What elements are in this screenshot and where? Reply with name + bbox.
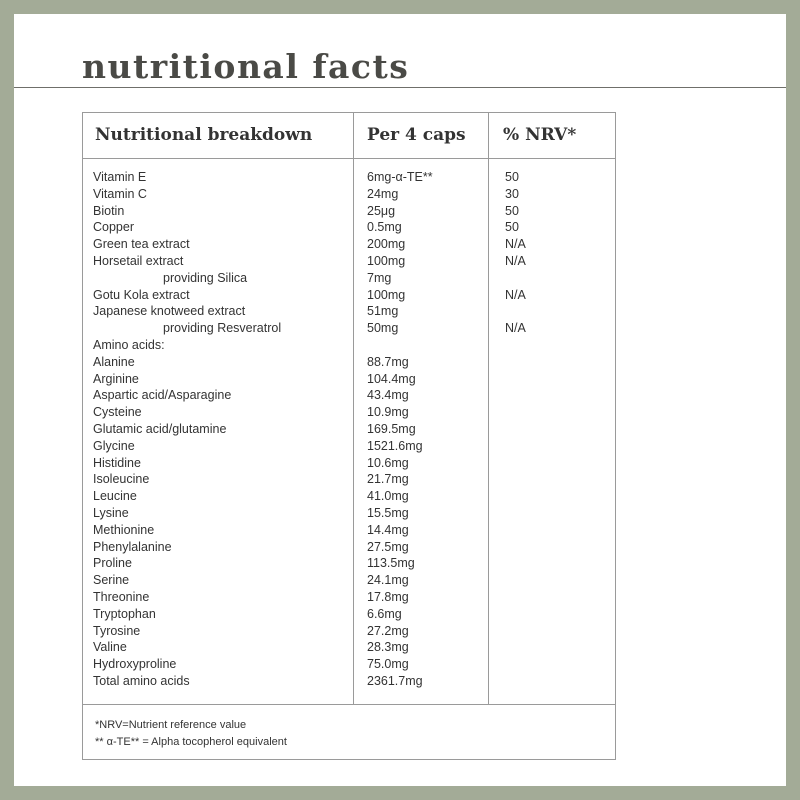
nutrient-nrv: N/A	[505, 321, 526, 336]
nutrient-name: Amino acids:	[93, 337, 165, 352]
nutrient-amount: 27.2mg	[367, 623, 409, 638]
nutrient-name: Methionine	[93, 522, 155, 537]
nutrient-nrv: N/A	[505, 253, 526, 268]
nutrient-name: Cysteine	[93, 405, 142, 420]
nutrient-amount: 169.5mg	[367, 421, 416, 436]
nutrient-name: Vitamin C	[93, 186, 147, 201]
nutrient-name: Threonine	[93, 589, 150, 604]
nutrient-amount: 15.5mg	[367, 505, 409, 520]
nutrient-name: providing Resveratrol	[163, 321, 282, 336]
nutrient-nrv: 50	[505, 220, 519, 235]
nutrient-amount: 41.0mg	[367, 489, 409, 504]
nutrient-amount: 10.9mg	[367, 405, 409, 420]
nutrient-name: providing Silica	[163, 270, 248, 285]
page-title: nutritional facts	[82, 47, 410, 86]
nutrient-amount: 100mg	[367, 253, 406, 268]
title-divider	[14, 87, 786, 88]
table-row	[83, 354, 615, 371]
table-row	[83, 203, 615, 220]
nutrient-name: Green tea extract	[93, 237, 190, 252]
table-row	[83, 539, 615, 556]
table-row	[83, 387, 615, 404]
nutrient-name: Horsetail extract	[93, 253, 184, 268]
nutrient-name: Proline	[93, 556, 132, 571]
footnote-nrv: *NRV=Nutrient reference value	[95, 719, 247, 731]
column-header-breakdown: Nutritional breakdown	[95, 125, 313, 145]
table-row	[83, 522, 615, 539]
nutrient-name: Aspartic acid/Asparagine	[93, 388, 232, 403]
content-panel	[14, 14, 786, 786]
nutrient-amount: 14.4mg	[367, 522, 409, 537]
column-header-nrv: % NRV*	[503, 125, 577, 145]
nutrient-amount: 200mg	[367, 237, 406, 252]
nutrient-name: Biotin	[93, 203, 125, 218]
nutrient-amount: 24mg	[367, 186, 399, 201]
nutrient-name: Vitamin E	[93, 170, 147, 184]
nutrient-amount: 2361.7mg	[367, 673, 423, 688]
table-row	[83, 186, 615, 203]
nutrient-name: Gotu Kola extract	[93, 287, 190, 302]
table-row	[83, 404, 615, 421]
nutrient-amount: 75.0mg	[367, 657, 409, 672]
nutrient-name: Isoleucine	[93, 472, 150, 487]
nutrient-name: Japanese knotweed extract	[93, 304, 246, 319]
table-row	[83, 270, 615, 287]
nutrient-name: Arginine	[93, 371, 139, 386]
table-row	[83, 438, 615, 455]
nutrient-amount: 43.4mg	[367, 388, 409, 403]
nutrient-name: Tryptophan	[93, 606, 156, 621]
table-row	[83, 287, 615, 304]
table-row	[83, 320, 615, 337]
table-row	[83, 623, 615, 640]
nutrient-amount: 25μg	[367, 203, 396, 218]
column-header-per-4-caps: Per 4 caps	[367, 125, 466, 145]
nutrient-name: Total amino acids	[93, 673, 190, 688]
nutrient-nrv: N/A	[505, 287, 526, 302]
footnotes	[95, 717, 287, 750]
nutrient-nrv: 50	[505, 170, 519, 184]
nutrient-amount: 24.1mg	[367, 573, 409, 588]
table-row	[83, 236, 615, 253]
nutrient-name: Glycine	[93, 438, 135, 453]
table-row	[83, 253, 615, 270]
table-row	[83, 505, 615, 522]
nutrient-amount: 104.4mg	[367, 371, 416, 386]
table-row	[83, 555, 615, 572]
nutrient-name: Glutamic acid/glutamine	[93, 421, 227, 436]
nutrient-amount: 88.7mg	[367, 354, 409, 369]
table-row	[83, 219, 615, 236]
nutrient-name: Tyrosine	[93, 623, 141, 638]
nutrient-amount: 0.5mg	[367, 220, 402, 235]
table-body	[83, 169, 615, 690]
nutrient-name: Alanine	[93, 354, 135, 369]
table-row	[83, 421, 615, 438]
nutrient-amount: 1521.6mg	[367, 438, 423, 453]
nutrient-name: Phenylalanine	[93, 539, 172, 554]
table-row	[83, 169, 615, 186]
table-row	[83, 673, 615, 690]
table-row	[83, 371, 615, 388]
nutrient-amount: 21.7mg	[367, 472, 409, 487]
nutrient-nrv: 30	[505, 186, 519, 201]
table-row	[83, 606, 615, 623]
footnote-divider	[83, 704, 615, 705]
nutrient-nrv: 50	[505, 203, 519, 218]
nutrient-amount: 28.3mg	[367, 640, 409, 655]
nutrient-name: Copper	[93, 220, 134, 235]
footnote-alpha-te: ** α-TE** = Alpha tocopherol equivalent	[95, 735, 287, 748]
nutrient-amount: 100mg	[367, 287, 406, 302]
table-row	[83, 303, 615, 320]
table-row	[83, 488, 615, 505]
nutrient-name: Leucine	[93, 489, 137, 504]
nutrient-name: Valine	[93, 640, 127, 655]
table-row	[83, 455, 615, 472]
header-divider	[83, 158, 615, 159]
nutrient-amount: 7mg	[367, 270, 392, 285]
table-row	[83, 471, 615, 488]
nutrient-name: Serine	[93, 573, 130, 588]
nutrient-amount: 6mg-α-TE**	[367, 170, 433, 184]
nutrient-amount: 27.5mg	[367, 539, 409, 554]
nutrient-amount: 50mg	[367, 321, 399, 336]
nutrient-name: Hydroxyproline	[93, 657, 177, 672]
table-row	[83, 337, 615, 354]
table-row	[83, 589, 615, 606]
nutrient-amount: 6.6mg	[367, 606, 402, 621]
nutrient-nrv: N/A	[505, 237, 526, 252]
nutrient-name: Histidine	[93, 455, 141, 470]
nutrient-name: Lysine	[93, 505, 129, 520]
table-row	[83, 656, 615, 673]
nutrition-table	[82, 112, 616, 760]
nutrient-amount: 51mg	[367, 304, 399, 319]
table-row	[83, 572, 615, 589]
nutrient-amount: 113.5mg	[367, 556, 415, 571]
table-row	[83, 639, 615, 656]
nutrient-amount: 17.8mg	[367, 589, 409, 604]
nutrient-amount: 10.6mg	[367, 455, 409, 470]
